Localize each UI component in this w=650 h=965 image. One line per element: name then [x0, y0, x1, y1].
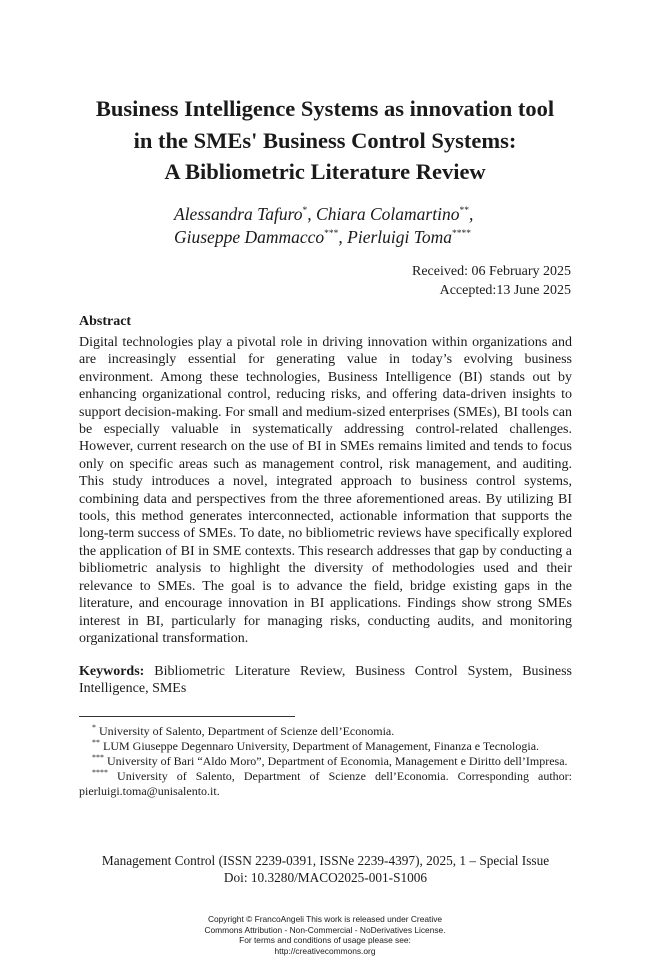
- abstract-heading: Abstract: [79, 314, 132, 329]
- author-separator: ,: [468, 204, 474, 224]
- footnotes: [79, 724, 572, 799]
- footnote: [79, 724, 572, 739]
- footnote-mark: **: [92, 738, 100, 747]
- author-name: Giuseppe Dammacco: [174, 227, 325, 247]
- journal-info: [79, 852, 572, 886]
- footnote: [79, 754, 572, 769]
- license-line: Copyright © FrancoAngeli This work is released under Creative: [207, 914, 443, 924]
- affiliation-mark: *: [302, 206, 308, 216]
- author-line: [174, 226, 473, 249]
- title-line: in the SMEs' Business Control Systems:: [133, 127, 517, 153]
- paper-title: [60, 93, 590, 188]
- footnote: [79, 769, 572, 799]
- author-separator: ,: [338, 227, 348, 247]
- author-name: Chiara Colamartino: [316, 204, 460, 224]
- footnote-mark: ***: [92, 753, 104, 762]
- footnote-mark: ****: [92, 768, 108, 777]
- affiliation-mark: **: [459, 206, 469, 216]
- title-line: A Bibliometric Literature Review: [164, 159, 486, 184]
- footnote-text: LUM Giuseppe Degennaro University, Department of Management, Finanza e Tecnologia.: [100, 739, 540, 753]
- footnote-divider: [79, 716, 295, 717]
- author-name: Pierluigi Toma: [347, 227, 453, 247]
- license-notice: [150, 914, 500, 956]
- accepted-date: Accepted:13 June 2025: [439, 283, 571, 298]
- keywords-label: Keywords:: [79, 664, 145, 679]
- keywords: [79, 663, 572, 698]
- submission-dates: [412, 262, 571, 300]
- journal-citation: Management Control (ISSN 2239-0391, ISSNe 2239-4397), 2025, 1 – Special Issue: [101, 853, 550, 868]
- footnote-text: University of Salento, Department of Scienze dell’Economia.: [96, 724, 395, 738]
- footnote-text: University of Salento, Department of Scienze dell’Economia. Corresponding author: pierluigi.toma@unisalento.it.: [79, 769, 572, 798]
- footnote: [79, 739, 572, 754]
- license-line: For terms and conditions of usage please see:: [239, 935, 411, 945]
- keywords-text: Bibliometric Literature Review, Business Control System, Business Intelligence, SMEs: [79, 664, 572, 697]
- license-link[interactable]: http://creativecommons.org: [274, 945, 376, 956]
- abstract-text: Digital technologies play a pivotal role in driving innovation within organizations and are increasingly essential for generating value in today’s evolving business environment. Among these technologies, Business Intelligence (BI) stands out by enhancing organizational control, reducing risks, and offering data-driven insights to support decision-making. For small and medium-sized enterprises (SMEs), BI tools can be especially valuable in systematically addressing control-related challenges. However, current research on the use of BI in SMEs remains limited and tends to focus only on specific areas such as management control, risk management, and auditing. This study introduces a novel, integrated approach to business control systems, combining data and perspectives from the three aforementioned areas. By utilizing BI tools, this method generates interconnected, actionable information that supports the long-term success of SMEs. To date, no bibliometric reviews have specifically explored the application of BI in SME contexts. This research addresses that gap by conducting a bibliometric analysis to highlight the diversity of methodologies used and their relevance to SMEs. The goal is to advance the field, bridge existing gaps in the literature, and encourage innovation in BI applications. Findings show strong SMEs interest in BI, particularly for managing risks, conducting audits, and monitoring organizational transformation.: [79, 335, 572, 646]
- author-name: Alessandra Tafuro: [174, 204, 303, 224]
- received-date: Received: 06 February 2025: [411, 264, 571, 279]
- author-separator: ,: [307, 204, 317, 224]
- license-line: Commons Attribution - Non-Commercial - NoDerivatives License.: [204, 924, 446, 935]
- author-list: [174, 203, 473, 249]
- author-line: [174, 203, 473, 226]
- title-line: Business Intelligence Systems as innovation tool: [95, 96, 555, 121]
- footnote-text: University of Bari “Aldo Moro”, Department of Economia, Management e Diritto dell’Impresa.: [104, 754, 568, 768]
- affiliation-mark: ****: [452, 229, 472, 239]
- doi: Doi: 10.3280/MACO2025-001-S1006: [223, 870, 428, 885]
- footnote-mark: *: [92, 723, 96, 732]
- affiliation-mark: ***: [324, 229, 339, 239]
